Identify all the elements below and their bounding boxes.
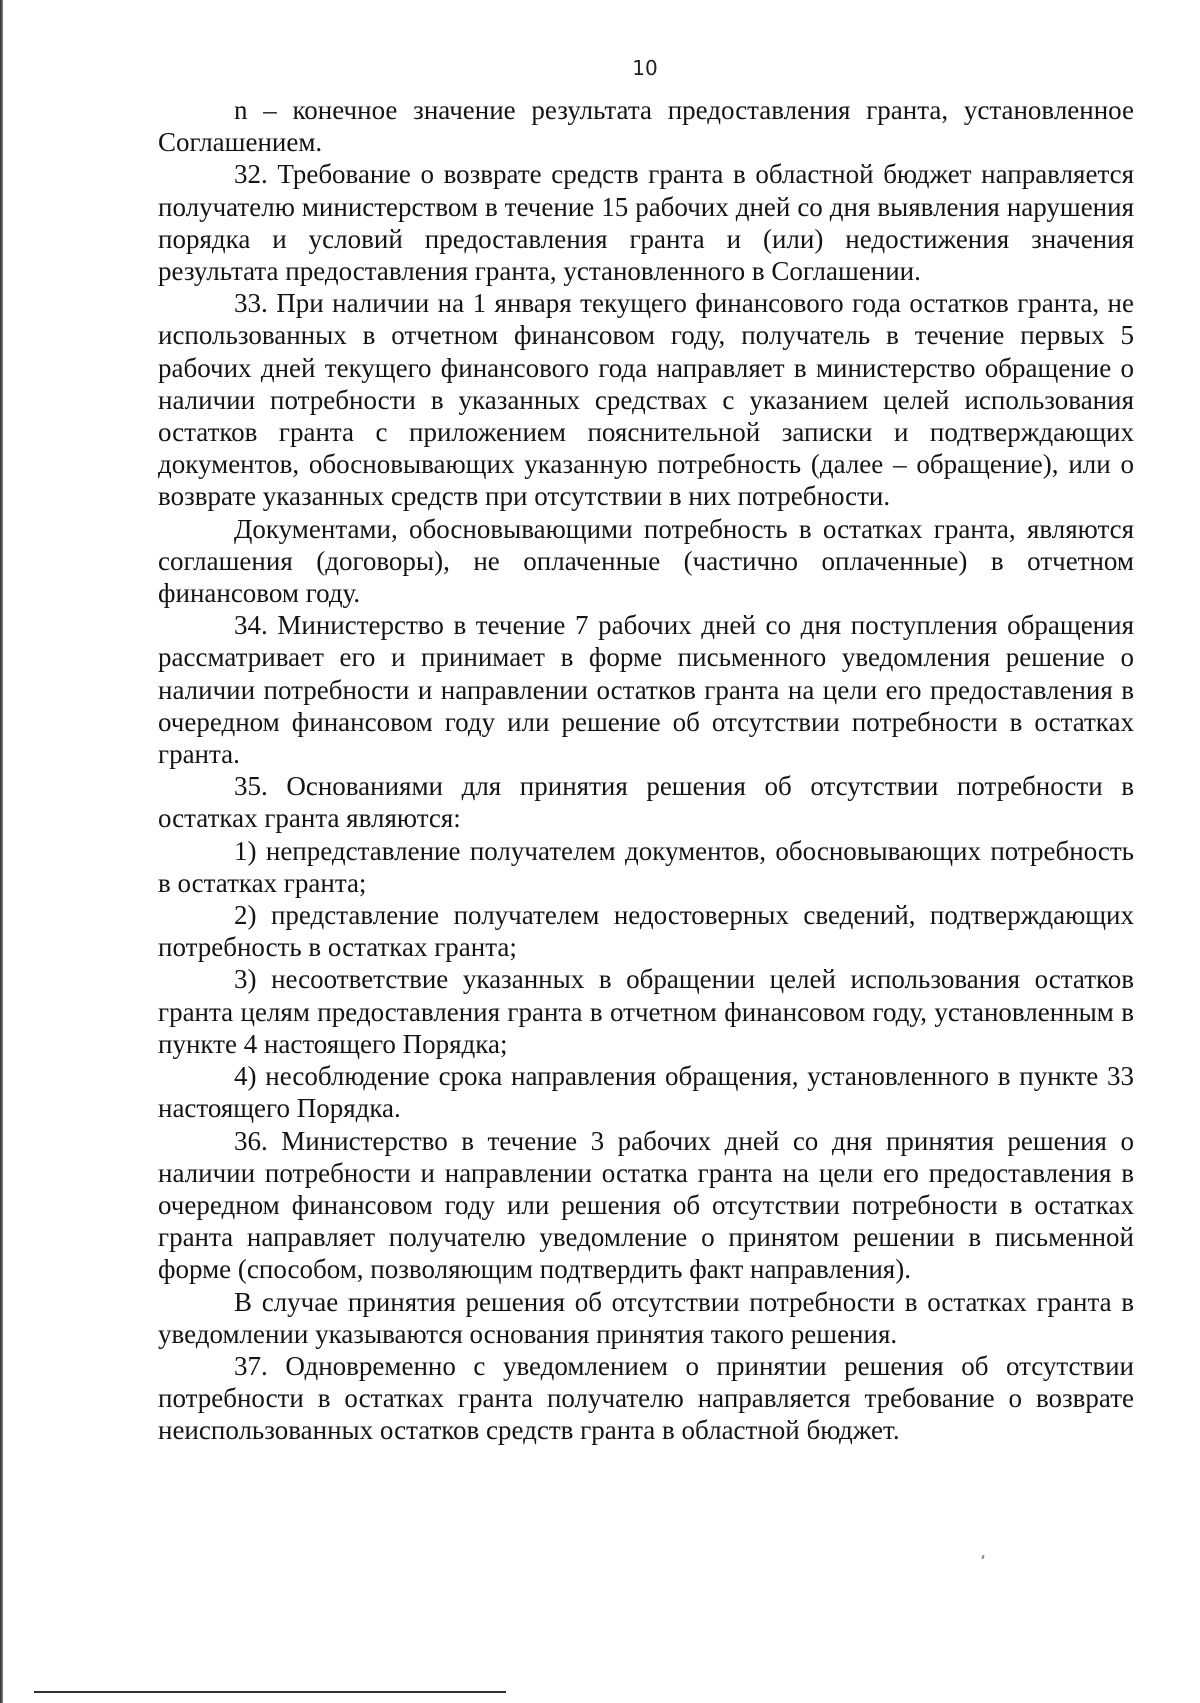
paragraph-32: 32. Требование о возврате средств гранта в областной бюджет направляется получателю министерством в течение 15 рабочих дней со дня выявления нарушения порядка и условий предоставления гранта и (или) недостижения значения результата предоставления гранта, установленного в Соглашении. xyxy=(158,159,1134,287)
paragraph-35-item-3: 3) несоответствие указанных в обращении целей использования остатков гранта целям предоставления гранта в отчетном финансовом году, установленным в пункте 4 настоящего Порядка; xyxy=(158,964,1134,1059)
paragraph-35-item-2: 2) представление получателем недостоверных сведений, подтверждающих потребность в остатках гранта; xyxy=(158,900,1134,963)
scan-speck xyxy=(981,1555,984,1559)
paragraph-33: 33. При наличии на 1 января текущего финансового года остатков гранта, не использованных в отчетном финансовом году, получатель в течение первых 5 рабочих дней текущего финансового года направляет в министерство обращение о наличии потребности в указанных средствах с указанием целей использования остатков гранта с приложением пояснительной записки и подтверждающих документов, обосновывающих указанную потребность (далее – обращение), или о возврате указанных средств при отсутствии в них потребности. xyxy=(158,288,1134,512)
paragraph-36: 36. Министерство в течение 3 рабочих дней со дня принятия решения о наличии потребности и направлении остатка гранта на цели его предоставления в очередном финансовом году или решения об отсутствии потребности в остатках гранта направляет получателю уведомление о принятом решении в письменной форме (способом, позволяющим подтвердить факт направления). xyxy=(158,1125,1134,1285)
paragraph-n-definition: n – конечное значение результата предоставления гранта, установленное Соглашением. xyxy=(158,95,1134,158)
paragraph-35-item-4: 4) несоблюдение срока направления обращения, установленного в пункте 33 настоящего Порядка. xyxy=(158,1061,1134,1124)
page-number: 10 xyxy=(632,56,658,80)
paragraph-36-case: В случае принятия решения об отсутствии потребности в остатках гранта в уведомлении указываются основания принятия такого решения. xyxy=(158,1286,1134,1349)
paragraph-35: 35. Основаниями для принятия решения об отсутствии потребности в остатках гранта являются: xyxy=(158,771,1134,834)
scan-edge xyxy=(0,0,3,1703)
document-body xyxy=(158,94,1134,1447)
bottom-rule xyxy=(34,1691,506,1693)
paragraph-34: 34. Министерство в течение 7 рабочих дней со дня поступления обращения рассматривает его и принимает в форме письменного уведомления решение о наличии потребности и направлении остатков гранта на цели его предоставления в очередном финансовом году или решение об отсутствии потребности в остатках гранта. xyxy=(158,610,1134,770)
paragraph-33-documents: Документами, обосновывающими потребность в остатках гранта, являются соглашения (договоры), не оплаченные (частично оплаченные) в отчетном финансовом году. xyxy=(158,513,1134,609)
paragraph-37: 37. Одновременно с уведомлением о принятии решения об отсутствии потребности в остатках гранта получателю направляется требование о возврате неиспользованных остатков средств гранта в областной бюджет. xyxy=(158,1350,1134,1446)
paragraph-35-item-1: 1) непредставление получателем документов, обосновывающих потребность в остатках гранта; xyxy=(158,835,1134,898)
